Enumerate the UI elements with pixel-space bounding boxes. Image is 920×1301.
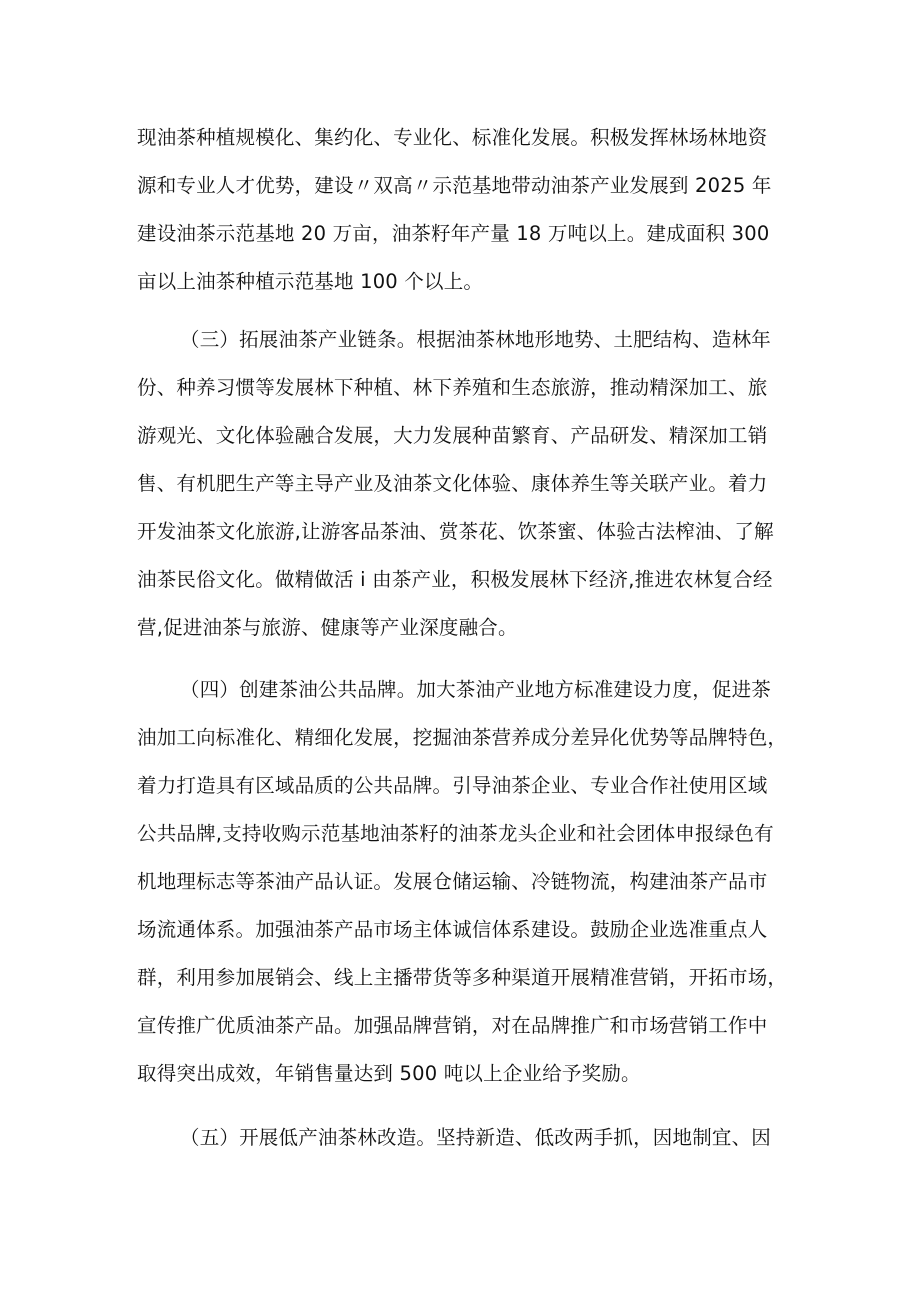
text-line: 售、有机肥生产等主导产业及油茶文化体验、康体养生等关联产业。着力 — [137, 472, 768, 495]
text-line: 营,促进油茶与旅游、健康等产业深度融合。 — [137, 616, 518, 639]
text-line: 场流通体系。加强油茶产品市场主体诚信体系建设。鼓励企业选准重点人 — [137, 918, 768, 941]
text-line: 公共品牌,支持收购示范基地油茶籽的油茶龙头企业和社会团体申报绿色有 — [137, 822, 774, 845]
text-line: 机地理标志等茶油产品认证。发展仓储运输、冷链物流，构建油茶产品市 — [137, 870, 768, 893]
text-line: 游观光、文化体验融合发展，大力发展种苗繁育、产品研发、精深加工销 — [137, 424, 768, 447]
text-line: 开发油茶文化旅游,让游客品茶油、赏茶花、饮茶蜜、体验古法榨油、了解 — [137, 520, 774, 543]
text-line: 亩以上油茶种植示范基地 100 个以上。 — [137, 270, 484, 293]
text-line: 现油茶种植规模化、集约化、专业化、标准化发展。积极发挥林场林地资 — [137, 126, 768, 149]
text-line: （五）开展低产油茶林改造。坚持新造、低改两手抓，因地制宜、因 — [180, 1126, 772, 1149]
text-line: 油茶民俗文化。做精做活 i 由茶产业，积极发展林下经济,推进农林复合经 — [137, 568, 773, 591]
text-line: 着力打造具有区域品质的公共品牌。引导油茶企业、专业合作社使用区域 — [137, 774, 768, 797]
text-line: 宣传推广优质油茶产品。加强品牌营销，对在品牌推广和市场营销工作中 — [137, 1014, 768, 1037]
text-line: 份、种养习惯等发展林下种植、林下养殖和生态旅游，推动精深加工、旅 — [137, 376, 768, 399]
text-line: 群，利用参加展销会、线上主播带货等多种渠道开展精准营销，开拓市场， — [137, 966, 788, 989]
text-line: （三）拓展油茶产业链条。根据油茶林地形地势、土肥结构、造林年 — [180, 328, 772, 351]
text-line: 建设油茶示范基地 20 万亩，油茶籽年产量 18 万吨以上。建成面积 300 — [137, 222, 770, 245]
text-line: 油加工向标准化、精细化发展，挖掘油茶营养成分差异化优势等品牌特色， — [137, 726, 788, 749]
text-line: （四）创建茶油公共品牌。加大茶油产业地方标准建设力度，促进茶 — [180, 678, 772, 701]
text-line: 取得突出成效，年销售量达到 500 吨以上企业给予奖励。 — [137, 1062, 641, 1085]
text-line: 源和专业人才优势，建设〃双高〃示范基地带动油茶产业发展到 2025 年 — [137, 174, 772, 197]
